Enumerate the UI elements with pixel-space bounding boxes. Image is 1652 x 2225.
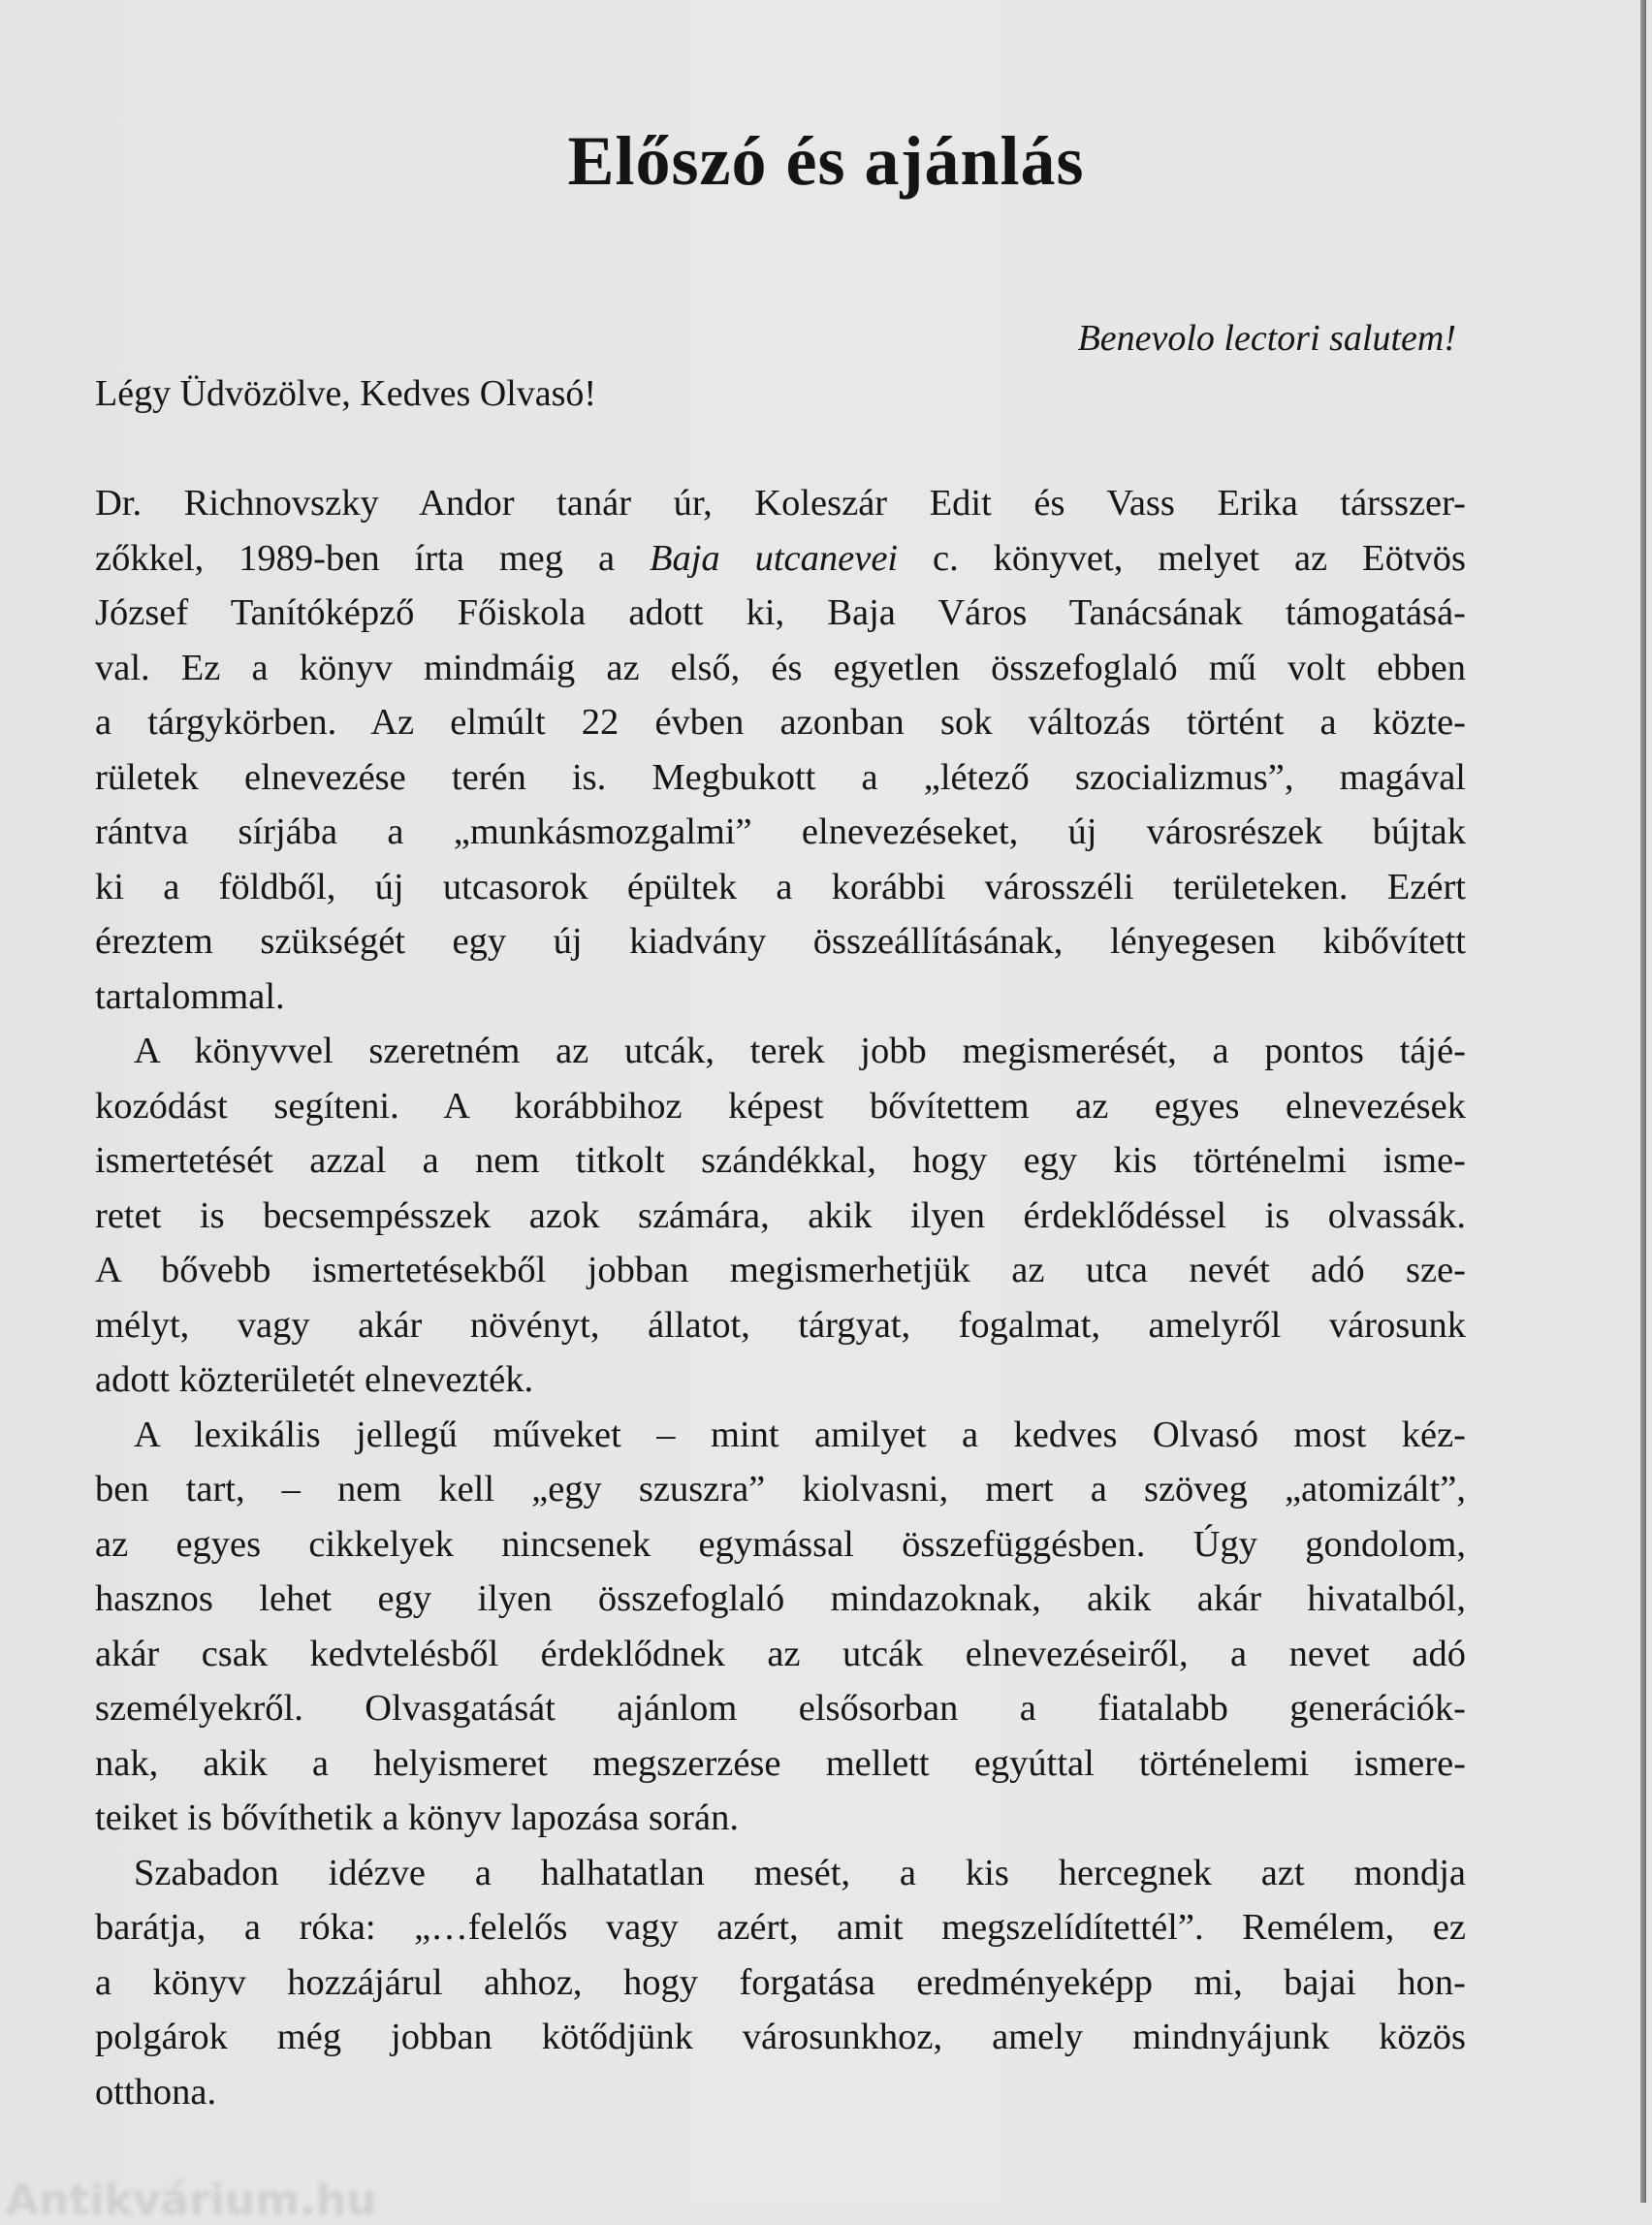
text-line: Dr. Richnovszky Andor tanár úr, Koleszár Edit és Vass Erika társszer- <box>95 483 1466 524</box>
text-line: éreztem szükségét egy új kiadvány összeállításának, lényegesen kibővített <box>95 921 1466 962</box>
text-line: retet is becsempésszek azok számára, akik ilyen érdeklődéssel is olvassák. <box>95 1194 1466 1236</box>
text-line: rületek elnevezése terén is. Megbukott a „létező szocializmus”, magával <box>95 756 1466 798</box>
text-line: A bővebb ismertetésekből jobban megismerhetjük az utca nevét adó sze- <box>95 1250 1466 1290</box>
page-edge <box>1640 0 1646 2203</box>
paragraph <box>95 1846 1466 2120</box>
text-line: ismertetését azzal a nem titkolt szándékkal, hogy egy kis történelmi isme- <box>95 1140 1466 1181</box>
watermark: Antikvárium.hu <box>6 2176 377 2225</box>
text-line: teiket is bővíthetik a könyv lapozása során. <box>95 1797 739 1838</box>
text-line: barátja, a róka: „…felelős vagy azért, amit megszelídítettél”. Remélem, ez <box>95 1907 1466 1948</box>
text-line: Szabadon idézve a halhatatlan mesét, a kis hercegnek azt mondja <box>134 1852 1466 1893</box>
italic-book-title: Baja utcanevei <box>649 537 899 579</box>
text-line: mélyt, vagy akár növényt, állatot, tárgyat, fogalmat, amelyről városunk <box>95 1304 1466 1346</box>
text-line: nak, akik a helyismeret megszerzése mellett egyúttal történelemi ismere- <box>95 1742 1466 1784</box>
text-line: a könyv hozzájárul ahhoz, hogy forgatása eredményeképp mi, bajai hon- <box>95 1961 1466 2003</box>
text-line: személyekről. Olvasgatását ajánlom elsősorban a fiatalabb generációk- <box>95 1688 1466 1729</box>
text-line: hasznos lehet egy ilyen összefoglaló mindazoknak, akik akár hivatalból, <box>95 1578 1466 1619</box>
paragraph <box>95 1024 1466 1408</box>
text-line: akár csak kedvtelésből érdeklődnek az utcák elnevezéseiről, a nevet adó <box>95 1633 1466 1674</box>
paragraph <box>95 1408 1466 1846</box>
text-line: A lexikális jellegű műveket – mint amilyet a kedves Olvasó most kéz- <box>134 1414 1466 1455</box>
text-line: az egyes cikkelyek nincsenek egymással összefüggésben. Úgy gondolom, <box>95 1523 1466 1565</box>
text-line: ki a földből, új utcasorok épültek a korábbi városszéli területeken. Ezért <box>95 866 1466 907</box>
text-line: otthona. <box>95 2071 217 2113</box>
text-line: polgárok még jobban kötődjünk városunkhoz, amely mindnyájunk közös <box>95 2017 1466 2057</box>
text-line: rántva sírjába a „munkásmozgalmi” elnevezéseket, új városrészek bújtak <box>95 811 1466 852</box>
text-line: zőkkel, 1989-ben írta meg a Baja utcanevei c. könyvet, melyet az Eötvös <box>95 537 1466 579</box>
text-line: A könyvvel szeretném az utcák, terek jobb megismerését, a pontos tájé- <box>134 1031 1466 1071</box>
text-line: tartalommal. <box>95 975 285 1017</box>
paragraph <box>95 476 1466 1024</box>
latin-motto: Benevolo lectori salutem! <box>1077 318 1456 359</box>
text-line: a tárgykörben. Az elmúlt 22 évben azonban sok változás történt a közte- <box>95 702 1466 743</box>
text-line: ben tart, – nem kell „egy szuszra” kiolvasni, mert a szöveg „atomizált”, <box>95 1469 1466 1510</box>
page-title: Előszó és ajánlás <box>567 122 1085 201</box>
text-line: val. Ez a könyv mindmáig az első, és egyetlen összefoglaló mű volt ebben <box>95 647 1466 688</box>
body-text <box>95 476 1466 2119</box>
text-line: József Tanítóképző Főiskola adott ki, Baja Város Tanácsának támogatásá- <box>95 592 1466 633</box>
text-line: adott közterületét elnevezték. <box>95 1359 534 1400</box>
text-line: kozódást segíteni. A korábbihoz képest bővítettem az egyes elnevezések <box>95 1085 1466 1127</box>
greeting-line: Légy Üdvözölve, Kedves Olvasó! <box>95 373 597 414</box>
